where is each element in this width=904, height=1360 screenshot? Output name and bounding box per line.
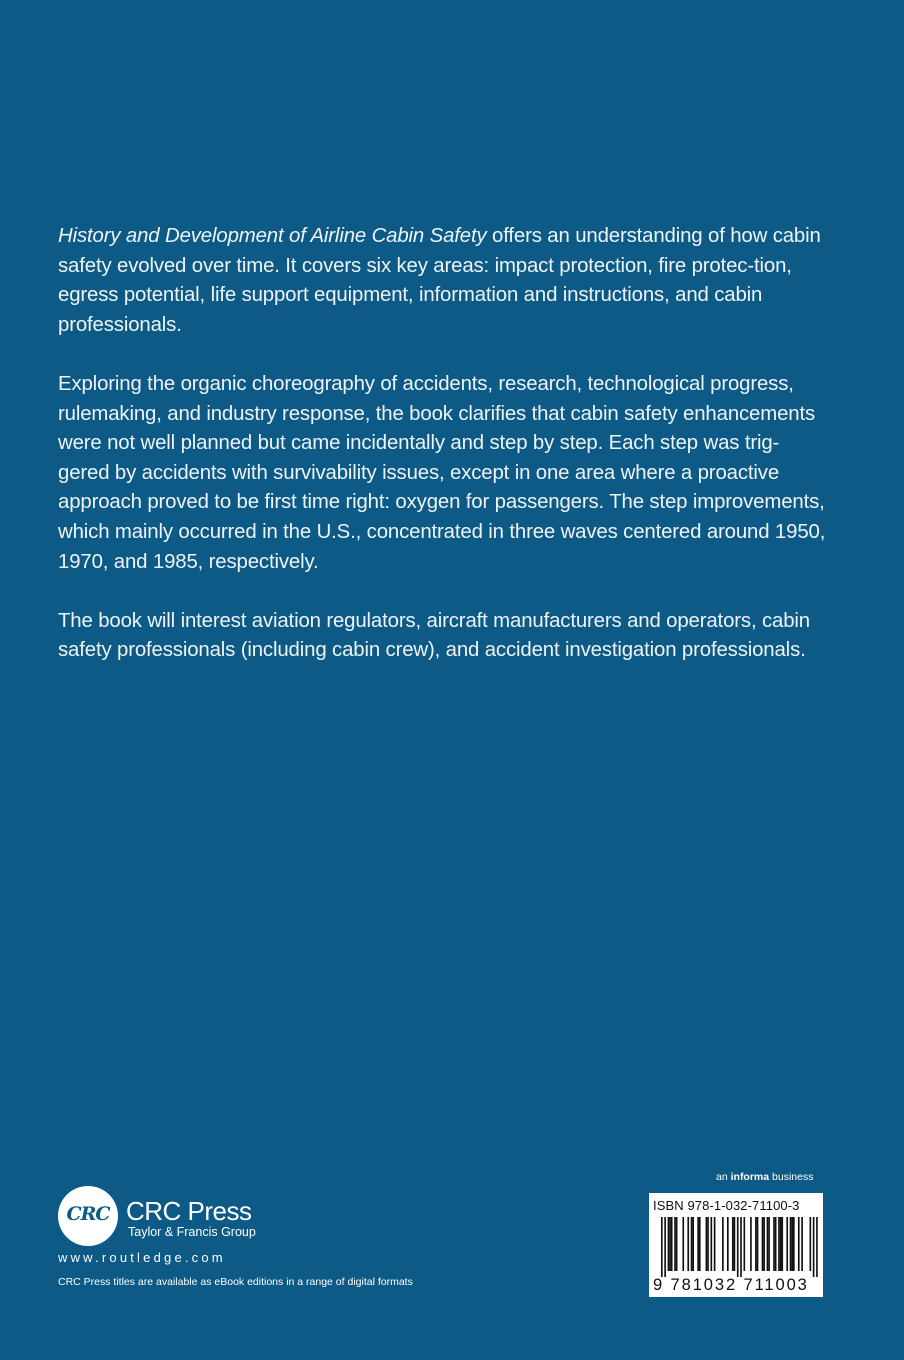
- barcode-bar: [722, 1217, 724, 1271]
- blurb-paragraph-2: Exploring the organic choreography of accidents, research, technological progress, rulemaking, and industry response, the book clarifies that cabin safety enhancements were not well planned but came incidentally and step by step. Each step was trig-gered by accidents with survivability issues, except in one area where a proactive approach proved to be first time right: oxygen for passengers. The step improvements, which mainly occurred in the U.S., concentrated in three waves centered around 1950, 1970, and 1985, respectively.: [58, 372, 826, 573]
- barcode-bar: [773, 1217, 775, 1271]
- barcode-bar: [781, 1217, 783, 1271]
- barcode-digits: 9 781032 711003: [653, 1276, 809, 1294]
- barcode-bar: [682, 1217, 684, 1271]
- barcode-bar: [676, 1217, 678, 1271]
- barcode-bar: [757, 1217, 759, 1271]
- isbn-number: ISBN 978-1-032-71100-3: [653, 1198, 800, 1213]
- barcode-bar: [687, 1217, 689, 1271]
- blurb-paragraph-1-text: offers an understanding of how cabin safety evolved over time. It covers six key areas: impact protection, fire protec-tion, egress potential, life support equipment, information and instructions, and cabin professionals.: [58, 225, 821, 336]
- barcode-bar: [750, 1217, 752, 1271]
- barcode-bar: [674, 1217, 676, 1271]
- crc-logo-text: CRC: [66, 1203, 110, 1225]
- barcode-bar: [669, 1217, 671, 1271]
- barcode-bar: [793, 1217, 795, 1271]
- barcode-guard-bar: [737, 1217, 739, 1277]
- barcode-guard-bar: [813, 1217, 815, 1277]
- barcode-bar: [711, 1217, 713, 1271]
- barcode-bar: [763, 1217, 765, 1271]
- publisher-group: Taylor & Francis Group: [128, 1225, 256, 1239]
- barcode-bar: [671, 1217, 673, 1271]
- barcode-bar: [780, 1217, 782, 1271]
- barcode-bar: [706, 1217, 708, 1271]
- barcode-bar: [801, 1217, 803, 1271]
- barcode-bar: [810, 1217, 812, 1271]
- barcode-bar: [734, 1217, 736, 1271]
- barcode-bars: [651, 1217, 821, 1277]
- barcode-bar: [786, 1217, 788, 1271]
- barcode-bar: [755, 1217, 757, 1271]
- barcode-bar: [768, 1217, 770, 1271]
- barcode-bar: [767, 1217, 769, 1271]
- informa-prefix: an: [716, 1171, 731, 1183]
- barcode-guard-bar: [664, 1217, 666, 1277]
- barcode-bar: [697, 1217, 699, 1271]
- informa-brand: informa: [730, 1171, 770, 1183]
- barcode-bar: [707, 1217, 709, 1271]
- barcode-bar: [691, 1217, 693, 1271]
- barcode-bar: [775, 1217, 777, 1271]
- publisher-website: www.routledge.com: [58, 1250, 226, 1265]
- barcode-bar: [791, 1217, 793, 1271]
- barcode-bar: [798, 1217, 800, 1271]
- barcode-bar: [732, 1217, 734, 1271]
- crc-logo-icon: [58, 1186, 118, 1246]
- publisher-block: [58, 1186, 478, 1296]
- blurb-paragraph-1: [58, 222, 828, 340]
- ebook-note: CRC Press titles are available as eBook editions in a range of digital formats: [58, 1276, 413, 1288]
- barcode-bar: [778, 1217, 780, 1271]
- barcode-bar: [790, 1217, 792, 1271]
- barcode-guard-bar: [740, 1217, 742, 1277]
- informa-tagline: [716, 1171, 813, 1183]
- barcode-bar: [727, 1217, 729, 1271]
- informa-suffix: business: [769, 1171, 814, 1183]
- barcode-bar: [692, 1217, 694, 1271]
- publisher-name: CRC Press: [126, 1196, 252, 1226]
- book-title: History and Development of Airline Cabin Safety: [58, 225, 487, 247]
- barcode-bar: [762, 1217, 764, 1271]
- back-cover-blurb: [58, 222, 828, 696]
- barcode-bar: [744, 1217, 746, 1271]
- barcode-guard-bar: [661, 1217, 663, 1277]
- isbn-barcode: [649, 1193, 823, 1297]
- blurb-paragraph-3: The book will interest aviation regulators, aircraft manufacturers and operators, cabin safety professionals (including cabin crew), and accident investigation professionals.: [58, 609, 810, 662]
- barcode-bar: [699, 1217, 701, 1271]
- barcode-bar: [714, 1217, 716, 1271]
- barcode-bar: [668, 1217, 670, 1271]
- barcode-guard-bar: [816, 1217, 818, 1277]
